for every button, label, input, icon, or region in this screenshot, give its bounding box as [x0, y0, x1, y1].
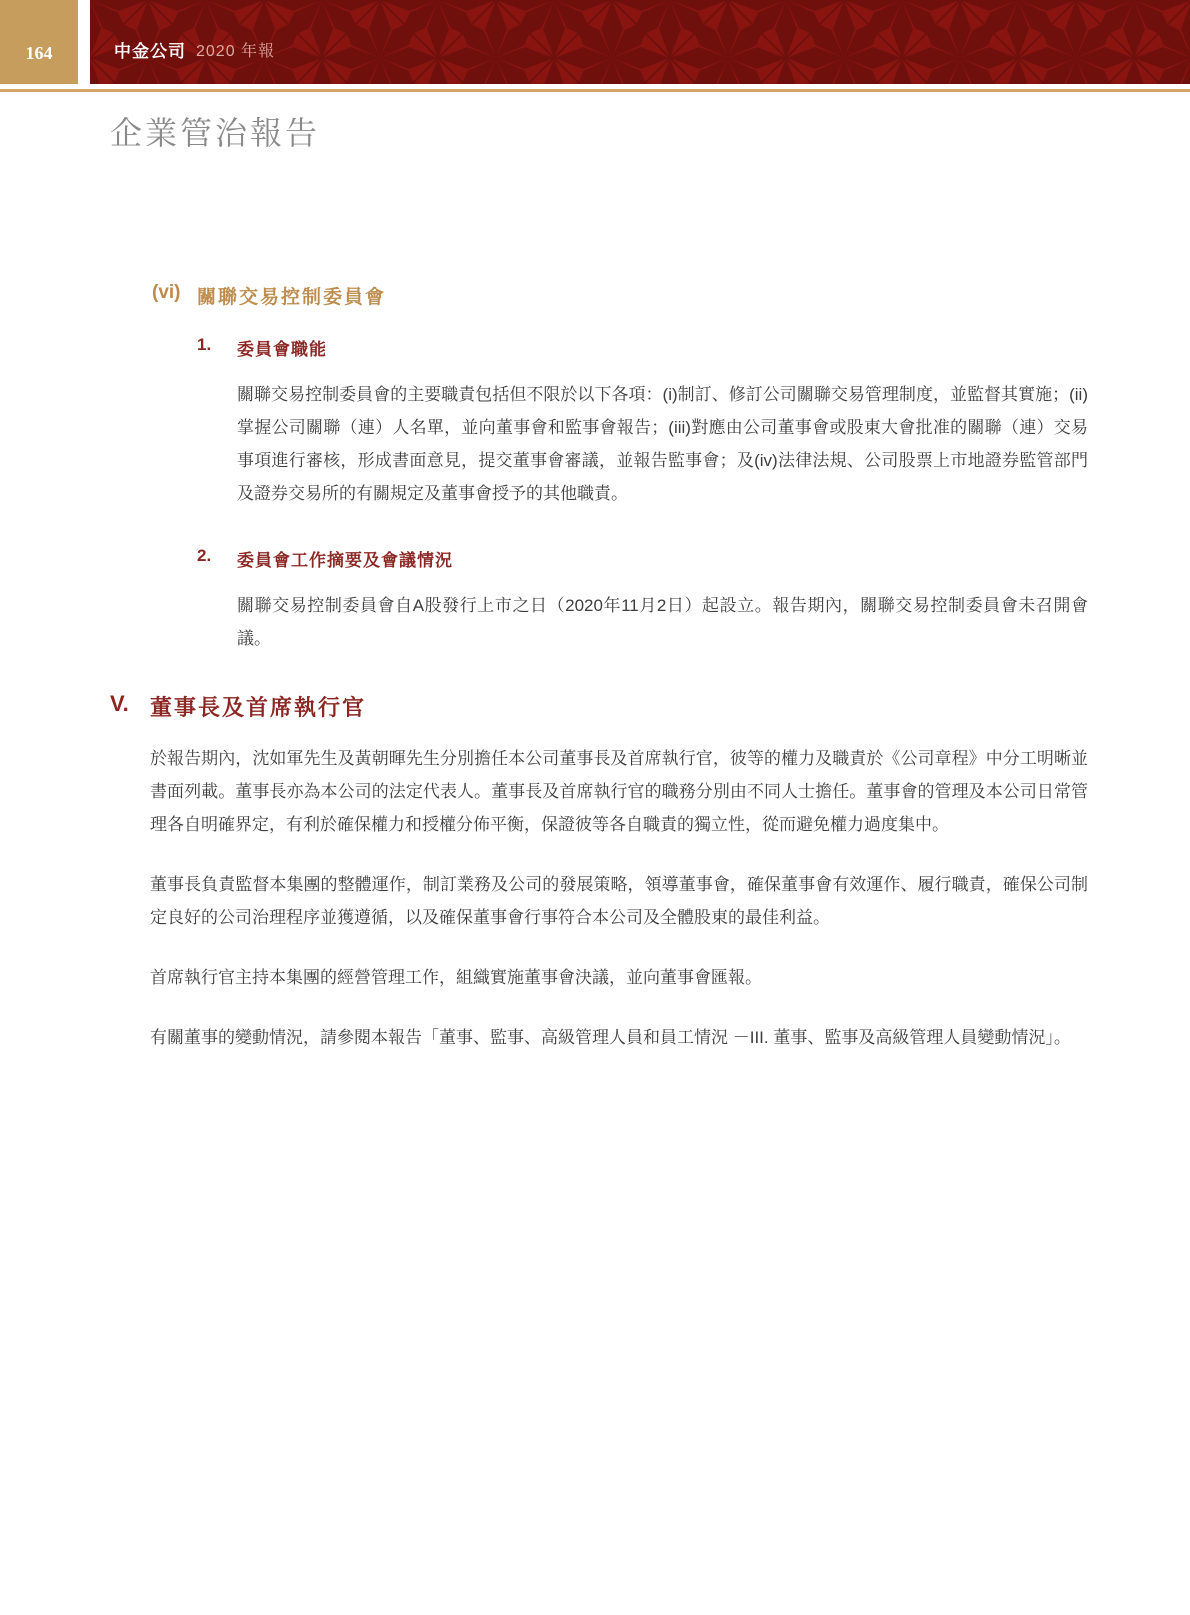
section-vi-header [152, 282, 1088, 309]
subsection-2-heading: 委員會工作摘要及會議情況 [237, 551, 453, 570]
section-v-paragraph: 董事長負責監督本集團的整體運作，制訂業務及公司的發展策略，領導董事會，確保董事會有效運作、履行職責，確保公司制定良好的公司治理程序並獲遵循，以及確保董事會行事符合本公司及全體股東的最佳利益。 [150, 875, 1088, 927]
banner-text [114, 0, 275, 84]
subsection-2-header [197, 546, 1088, 571]
company-name: 中金公司 [114, 41, 186, 61]
section-vi-heading: 關聯交易控制委員會 [197, 287, 387, 308]
subsection-committee-functions [197, 335, 1088, 510]
section-v-paragraph: 有關董事的變動情況，請參閱本報告「董事、監事、高級管理人員和員工情況 －III. 董事、監事及高級管理人員變動情況」。 [150, 1028, 1071, 1047]
subsection-1-heading: 委員會職能 [237, 340, 327, 359]
page-title: 企業管治報告 [110, 115, 321, 151]
section-v-heading: 董事長及首席執行官 [150, 695, 367, 720]
subsection-2-body: 關聯交易控制委員會自A股發行上市之日（2020年11月2日）起設立。報告期內，關聯交易控制委員會未召開會議。 [237, 596, 1088, 648]
page-number: 164 [25, 42, 53, 63]
section-vi-marker: (vi) [152, 282, 181, 303]
section-v-marker: V. [110, 691, 129, 716]
section-v-chairman-and-ceo [110, 691, 1088, 1054]
section-v-paragraph: 於報告期內，沈如軍先生及黃朝暉先生分別擔任本公司董事長及首席執行官，彼等的權力及職責於《公司章程》中分工明晰並書面列載。董事長亦為本公司的法定代表人。董事長及首席執行官的職務分別由不同人士擔任。董事會的管理及本公司日常管理各自明確界定，有利於確保權力和授權分佈平衡，保證彼等各自職責的獨立性，從而避免權力過度集中。 [150, 749, 1088, 834]
page-content [0, 84, 1190, 1054]
page-header [0, 0, 1190, 84]
section-vi-related-transactions-committee [110, 282, 1088, 655]
subsection-2-number: 2. [197, 546, 212, 565]
report-year-label: 2020 年報 [196, 42, 276, 60]
gold-divider [0, 89, 1190, 92]
section-v-header [110, 691, 1088, 722]
section-v-paragraph: 首席執行官主持本集團的經營管理工作，組織實施董事會決議，並向董事會匯報。 [150, 968, 762, 987]
subsection-1-number: 1. [197, 335, 212, 354]
subsection-1-body: 關聯交易控制委員會的主要職責包括但不限於以下各項：(i)制訂、修訂公司關聯交易管理制度，並監督其實施；(ii)掌握公司關聯（連）人名單，並向董事會和監事會報告；(iii)對應由公司董事會或股東大會批准的關聯（連）交易事項進行審核，形成書面意見，提交董事會審議，並報告監事會；及(iv)法律法規、公司股票上市地證券監管部門及證券交易所的有關規定及董事會授予的其他職責。 [237, 385, 1088, 503]
subsection-committee-work-summary [197, 546, 1088, 655]
subsection-1-header [197, 335, 1088, 360]
page-number-block [0, 0, 78, 84]
banner [90, 0, 1190, 84]
